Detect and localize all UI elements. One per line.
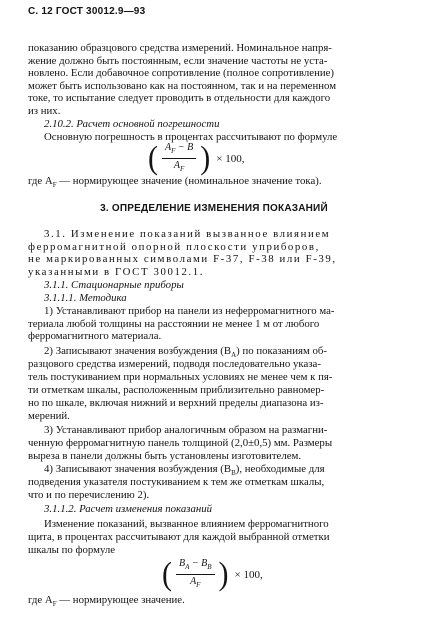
method-line: 2) Записывают значения возбуждения $(B_A)$ по показаниям об- bbox=[44, 345, 327, 360]
formula-2-left-paren: ( bbox=[162, 556, 172, 592]
section-2-10-2-text: Основную погрешность в процентах рассчитывают по формуле bbox=[44, 131, 338, 143]
method-line: ти отметкам шкалы, расположенным приблизительно равномер- bbox=[28, 384, 325, 396]
method-line: 1) Устанавливают прибор на панели из неферромагнитного ма- bbox=[44, 305, 335, 317]
formula-2-multiplier: × 100, bbox=[234, 568, 263, 581]
method-line: тель постукиванием при нормальных условиях не менее чем к пя- bbox=[28, 371, 333, 383]
intro-line: показанию образцового средства измерений. Номинальное напря- bbox=[28, 42, 332, 54]
method-line: териала любой толщины на расстоянии не менее 1 м от любого bbox=[28, 318, 320, 330]
formula-1-multiplier: × 100, bbox=[216, 152, 245, 165]
calc-line: шкалы по формуле bbox=[28, 544, 116, 556]
section-3-title: 3. ОПРЕДЕЛЕНИЕ ИЗМЕНЕНИЯ ПОКАЗАНИЙ bbox=[100, 203, 328, 214]
method-line: подведения указателя постукиванием к тем же отметкам шкалы, bbox=[28, 476, 325, 488]
page-header: С. 12 ГОСТ 30012.9—93 bbox=[28, 6, 146, 17]
method-line: выреза в панели должны быть установлены изготовителем. bbox=[28, 450, 302, 462]
intro-line: из них. bbox=[28, 105, 61, 117]
formula-1-denominator: $A_F$ bbox=[173, 160, 185, 173]
section-3-1-line: ферромагнитной опорной плоскости уприборов, bbox=[28, 241, 320, 253]
method-line: 3) Устанавливают прибор аналогичным образом на размагни- bbox=[44, 424, 328, 436]
section-2-10-2-heading: 2.10.2. Расчет основной погрешности bbox=[44, 118, 220, 130]
formula-2 bbox=[160, 558, 263, 591]
section-3-1-1-1-heading: 3.1.1.1. Методика bbox=[44, 292, 127, 304]
section-3-1-1-heading: 3.1.1. Стационарные приборы bbox=[44, 279, 184, 291]
intro-line: жение должно быть постоянным, если значение частоты не уста- bbox=[28, 55, 328, 67]
formula-2-where: где $A_F$ — нормирующее значение. bbox=[28, 594, 185, 609]
formula-1-where: где $A_F$ — нормирующее значение (номинальное значение тока). bbox=[28, 175, 322, 190]
formula-2-denominator: $A_F$ bbox=[190, 576, 201, 589]
formula-1-right-paren: ) bbox=[200, 140, 211, 176]
formula-1-numerator: $A_F - B$ bbox=[162, 142, 196, 159]
intro-line: новлено. Если добавочное сопротивление (полное сопротивление) bbox=[28, 67, 335, 79]
intro-line: токе, то испытание следует проводить в отдельности для каждого bbox=[28, 92, 331, 104]
formula-1-left-paren: ( bbox=[148, 140, 158, 176]
formula-1 bbox=[146, 142, 244, 175]
calc-line: Изменение показаний, вызванное влиянием ферромагнитного bbox=[44, 518, 329, 530]
section-3-1-line: не маркированных символами F-37, F-38 или F-39, bbox=[28, 253, 337, 265]
section-3-1-1-2-heading: 3.1.1.2. Расчет изменения показаний bbox=[44, 503, 213, 515]
method-line: 4) Записывают значения возбуждения $(B_B)$, необходимые для bbox=[44, 463, 325, 478]
section-3-1-line: 3.1. Изменение показаний вызванное влиянием bbox=[44, 228, 331, 240]
formula-1-fraction bbox=[160, 142, 198, 175]
calc-line: щита, в процентах рассчитывают для каждой выбранной отметки bbox=[28, 531, 330, 543]
method-line: ченную ферромагнитную панель толщиной (2,0±0,5) мм. Размеры bbox=[28, 437, 333, 449]
method-line: что и по перечислению 2). bbox=[28, 489, 150, 501]
method-line: ферромагнитного материала. bbox=[28, 330, 162, 342]
section-3-1-line: указанными в ГОСТ 30012.1. bbox=[28, 266, 205, 278]
method-line: разцового средства измерений, подводя последовательно указа- bbox=[28, 358, 321, 370]
formula-2-numerator: $B_A - B_B$ bbox=[176, 558, 215, 575]
method-line: мерений. bbox=[28, 410, 70, 422]
method-line: но по шкале, включая нижний и верхний пределы диапазона из- bbox=[28, 397, 324, 409]
formula-2-fraction bbox=[174, 558, 217, 591]
formula-2-right-paren: ) bbox=[218, 556, 229, 592]
intro-line: может быть использовано как на постоянном, так и на переменном bbox=[28, 80, 337, 92]
